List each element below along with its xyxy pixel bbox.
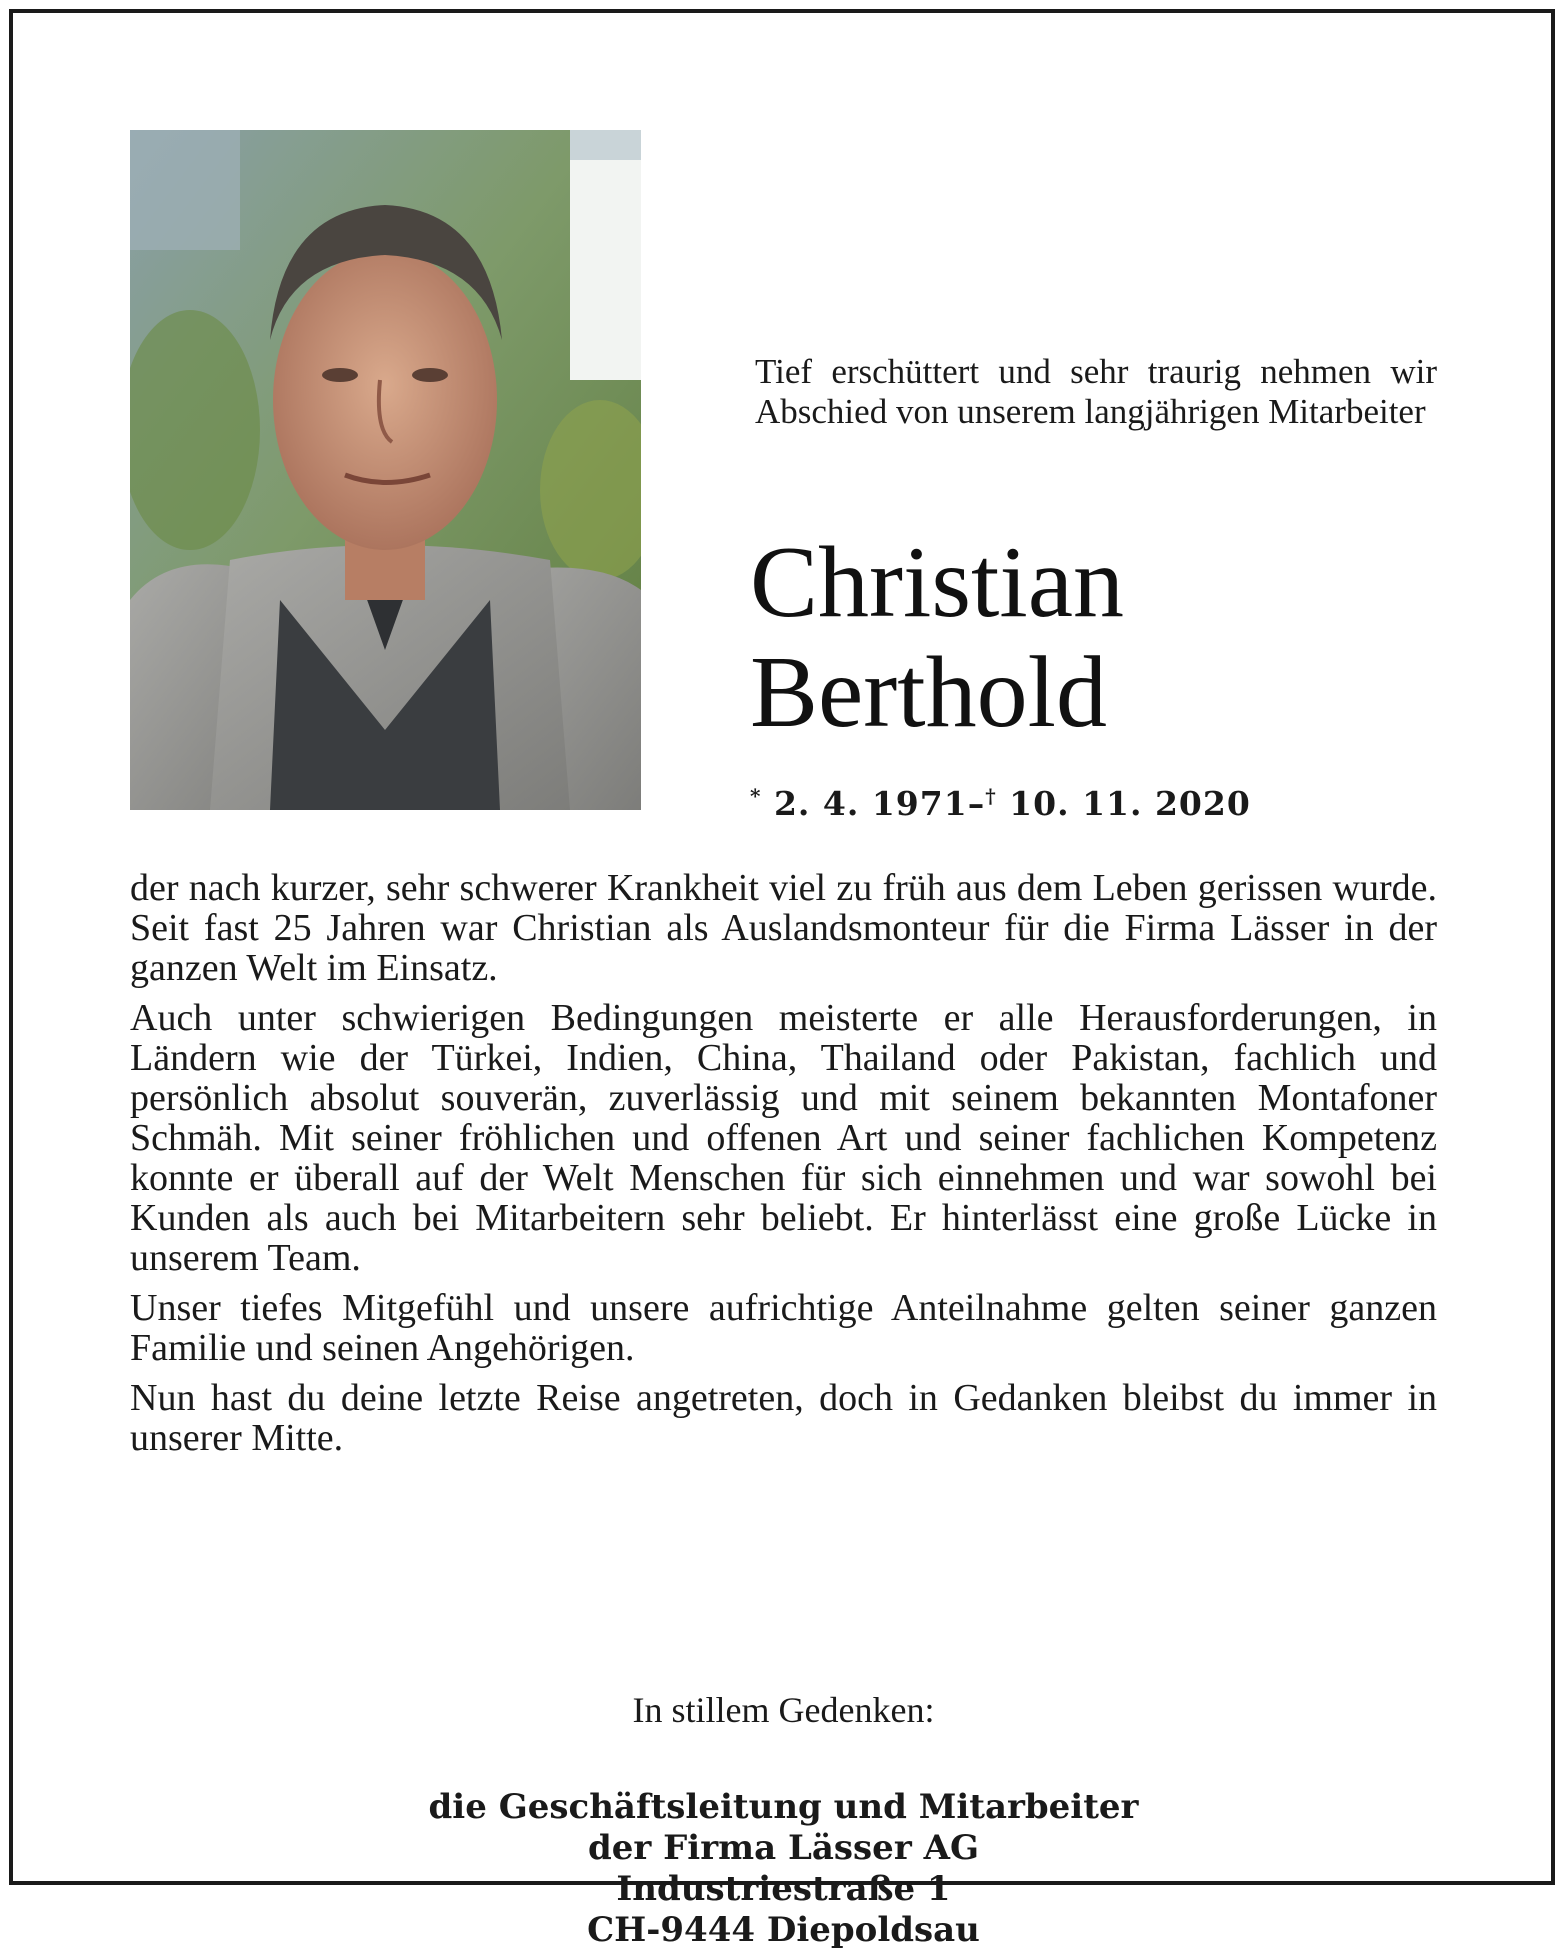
signer-line: Industriestraße 1 [616,1869,951,1909]
death-symbol: † [985,784,997,808]
last-name: Berthold [750,636,1107,749]
deceased-name [750,528,1124,748]
birth-symbol: * [750,784,762,808]
first-name: Christian [750,526,1124,639]
life-dates [750,776,1251,824]
signers-block [130,1787,1437,1951]
date-separator: – [967,784,986,823]
signer-line: CH-9444 Diepoldsau [587,1910,980,1950]
birth-date: 2. 4. 1971 [773,784,968,823]
obituary-body [130,868,1437,1468]
portrait-photo [130,130,641,810]
intro-text: Tief erschüttert und sehr traurig nehmen wir Abschied von unserem langjährigen Mitarbeiter [755,352,1437,431]
paragraph: Nun hast du deine letzte Reise angetreten, doch in Gedanken bleibst du immer in unserer Mitte. [130,1377,1437,1459]
signer-line: der Firma Lässer AG [588,1828,979,1868]
paragraph: Unser tiefes Mitgefühl und unsere aufrichtige Anteilnahme gelten seiner ganzen Familie und seinen Angehörigen. [130,1287,1437,1369]
paragraph: der nach kurzer, sehr schwerer Krankheit viel zu früh aus dem Leben gerissen wurde. Seit fast 25 Jahren war Christian als Auslandsmonteur für die Firma Lässer in der ganzen Welt im Einsatz. [130,867,1437,989]
remembrance-heading: In stillem Gedenken: [632,1690,935,1730]
death-date: 10. 11. 2020 [1009,784,1251,823]
paragraph: Auch unter schwierigen Bedingungen meisterte er alle Herausforderungen, in Ländern wie der Türkei, Indien, China, Thailand oder Pakistan, fachlich und persönlich absolut souverän, zuverlässig und mit seinem bekannten Montafoner Schmäh. Mit seiner fröhlichen und offenen Art und seiner fachlichen Kompetenz konnte er überall auf der Welt Menschen für sich einnehmen und war sowohl bei Kunden als auch bei Mitarbeitern sehr beliebt. Er hinterlässt eine große Lücke in unserem Team. [130,997,1437,1279]
signer-line: die Geschäftsleitung und Mitarbeiter [428,1787,1139,1827]
